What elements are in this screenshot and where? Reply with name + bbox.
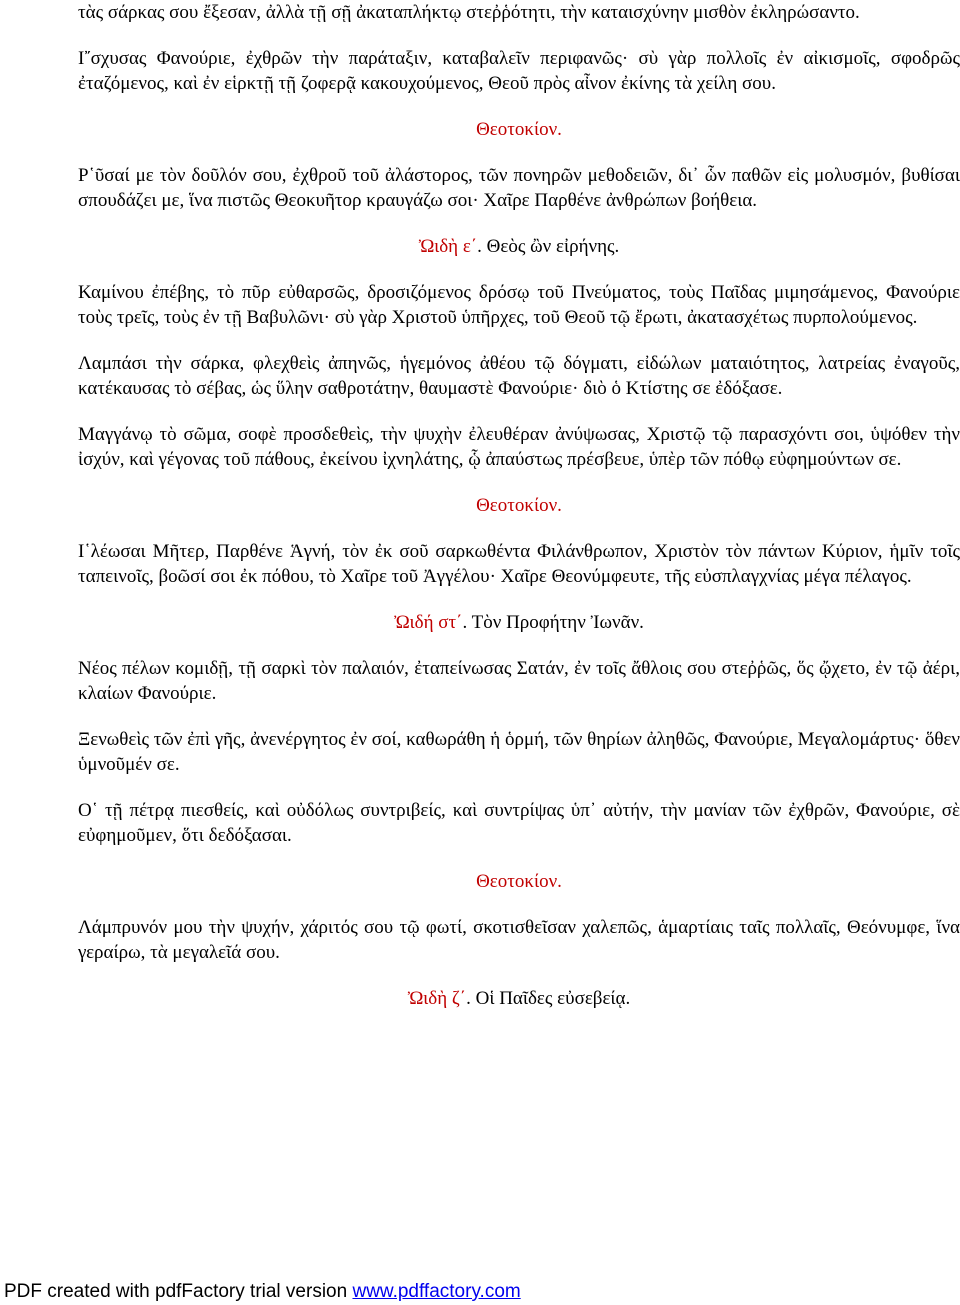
ode-5-heirmos: . Θεὸς ὢν εἰρήνης. <box>477 236 620 257</box>
ode-7-heading <box>78 986 960 1011</box>
ode-7-label: Ὠιδὴ ζ΄ <box>407 988 467 1009</box>
theotokion-heading: Θεοτοκίον. <box>476 495 562 516</box>
ode-6-label: Ὠιδή στ΄ <box>394 612 463 633</box>
theotokion-heading: Θεοτοκίον. <box>476 871 562 892</box>
theotokion-rysai: Ρ῾ῦσαί με τὸν δοῦλόν σου, ἐχθροῦ τοῦ ἀλάστορος, τῶν πονηρῶν μεθοδειῶν, δι᾽ ὧν παθῶν εἰς μολυσμόν, βυθίσαι σπουδάζει με, ἵνα πιστῶς Θεοκυῆτορ κραυγάζω σοι· Χαῖρε Παρθένε ἀνθρώπων βοήθεια. <box>78 165 960 211</box>
troparion-neos: Νέος πέλων κομιδῇ, τῇ σαρκὶ τὸν παλαιόν, ἐταπείνωσας Σατάν, ἐν τοῖς ἄθλοις σου στεῤῥῶς, ὅς ᾤχετο, ἐν τῷ ἀέρι, κλαίων Φανούριε. <box>78 658 960 704</box>
troparion-maggano: Μαγγάνῳ τὸ σῶμα, σοφὲ προσδεθεὶς, τὴν ψυχὴν ἐλευθέραν ἀνύψωσας, Χριστῷ τῷ παρασχόντι σοι, ὑψόθεν τὴν ἰσχύν, καὶ γέγονας τοῦ πάθους, ἐκείνου ἰχνηλάτης, ᾧ ἀπαύστως πρέσβευε, ὑπὲρ τῶν πόθῳ εὐφημούντων σε. <box>78 424 960 470</box>
paragraph-continuation: τὰς σάρκας σου ἔξεσαν, ἀλλὰ τῇ σῇ ἀκαταπλήκτῳ στεῤῥότητι, τὴν καταισχύνην μισθὸν ἐκληρώσαντο. <box>78 2 860 23</box>
troparion-lampasi: Λαμπάσι τὴν σάρκα, φλεχθεὶς ἀπηνῶς, ἡγεμόνος ἀθέου τῷ δόγματι, εἰδώλων ματαιότητος, λατρείας ἐναγοῦς, κατέκαυσας τὸ σέβας, ὡς ὕλην σαθροτάτην, θαυμαστὲ Φανούριε· διὸ ὁ Κτίστης σε ἐδόξασε. <box>78 353 960 399</box>
troparion-kaminou: Καμίνου ἐπέβης, τὸ πῦρ εὐθαρσῶς, δροσιζόμενος δρόσῳ τοῦ Πνεύματος, τοὺς Παῖδας μιμησάμενος, Φανούριε τοὺς τρεῖς, τοὺς ἐν τῇ Βαβυλῶνι· σὺ γὰρ Χριστοῦ ὑπῆρχες, τοῦ Θεοῦ τῷ ἔρωτι, ἀκατασχέτως πυρπολούμενος. <box>78 282 960 328</box>
theotokion-ileosai: Ι῾λέωσαι Μῆτερ, Παρθένε Ἁγνή, τὸν ἐκ σοῦ σαρκωθέντα Φιλάνθρωπον, Χριστὸν τὸν πάντων Κύριον, ἡμῖν τοῖς ταπεινοῖς, βοῶσί σοι ἐκ πόθου, τὸ Χαῖρε τοῦ Ἀγγέλου· Χαῖρε Θεονύμφευτε, τῆς εὐσπλαγχνίας μέγα πέλαγος. <box>78 541 960 587</box>
troparion-ischysas: Ι῎σχυσας Φανούριε, ἐχθρῶν τὴν παράταξιν, καταβαλεῖν περιφανῶς· σὺ γὰρ πολλοῖς ἐν αἰκισμοῖς, σφοδρῶς ἐταζόμενος, καὶ ἐν εἱρκτῇ τῇ ζοφερᾷ κακουχούμενος, Θεοῦ πρὸς αἶνον ἐκίνης τὰ χείλη σου. <box>78 48 960 94</box>
pdffactory-link[interactable]: www.pdffactory.com <box>352 1281 521 1302</box>
ode-5-label: Ὠιδὴ ε΄ <box>418 236 478 257</box>
troparion-xenotheis: Ξενωθεὶς τῶν ἐπὶ γῆς, ἀνενέργητος ἐν σοί, καθωράθη ἡ ὁρμή, τῶν θηρίων ἀληθῶς, Φανούριε, Μεγαλομάρτυς· ὅθεν ὑμνοῦμέν σε. <box>78 729 960 775</box>
pdf-footer <box>4 1280 521 1304</box>
footer-text: PDF created with pdfFactory trial version <box>4 1281 353 1302</box>
document-page <box>78 0 960 1011</box>
ode-6-heirmos: . Τὸν Προφήτην Ἰωνᾶν. <box>462 612 644 633</box>
ode-7-heirmos: . Οἱ Παῖδες εὐσεβείᾳ. <box>466 988 631 1009</box>
troparion-o-ti-petra: Ο῾ τῇ πέτρᾳ πιεσθείς, καὶ οὐδόλως συντριβείς, καὶ συντρίψας ὑπ᾽ αὐτήν, τὴν μανίαν τῶν ἐχθρῶν, Φανούριε, σὲ εὐφημοῦμεν, ὅτι δεδόξασαι. <box>78 800 960 846</box>
ode-5-heading <box>78 234 960 259</box>
theotokion-heading: Θεοτοκίον. <box>476 119 562 140</box>
ode-6-heading <box>78 610 960 635</box>
theotokion-lamprynon: Λάμπρυνόν μου τὴν ψυχήν, χάριτός σου τῷ φωτί, σκοτισθεῖσαν χαλεπῶς, ἁμαρτίαις ταῖς πολλαῖς, Θεόνυμφε, ἵνα γεραίρω, τὰ μεγαλεῖά σου. <box>78 917 960 963</box>
